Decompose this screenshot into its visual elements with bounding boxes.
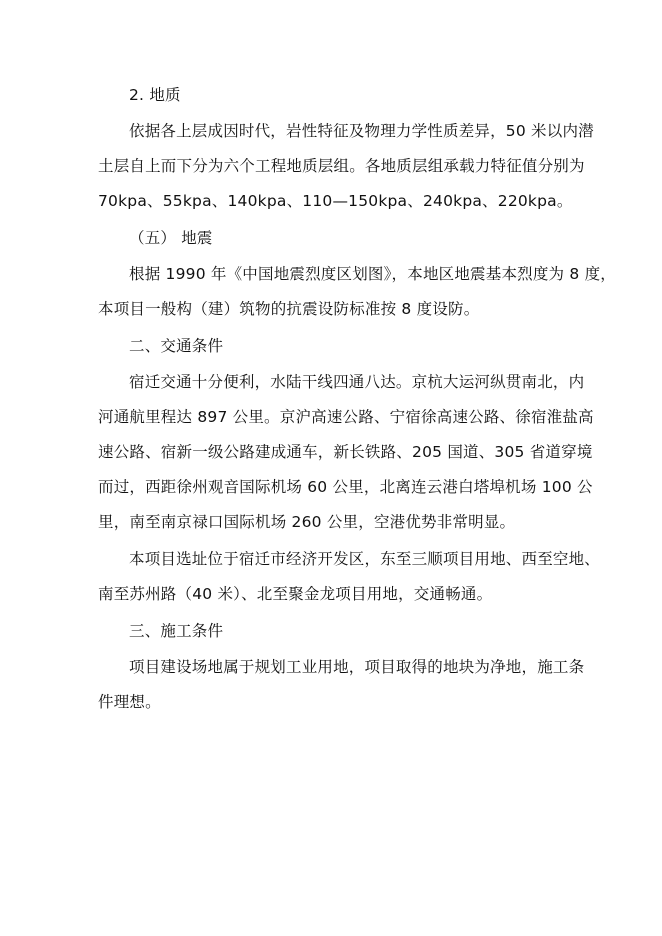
text-line: 件理想。 [98,693,161,711]
text-line: 项目建设场地属于规划工业用地，项目取得的地块为净地，施工条 [129,658,585,676]
paragraph-geology [98,120,594,212]
text-line: 而过，西距徐州观音国际机场 60 公里，北离连云港白塔埠机场 100 公 [98,478,593,496]
section-heading-construction: 三、施工条件 [129,622,224,640]
section-heading-earthquake: （五） 地震 [129,229,213,247]
paragraph-site-location [98,548,601,605]
paragraph-earthquake [98,263,616,320]
document-body [98,84,616,728]
section-heading-geology: 2. 地质 [129,86,181,104]
paragraph-construction [98,656,586,713]
text-line: 本项目选址位于宿迁市经济开发区，东至三顺项目用地、西至空地、 [129,550,601,568]
text-line: 依据各上层成因时代，岩性特征及物理力学性质差异，50 米以内潜 [129,122,594,140]
text-line: 速公路、宿新一级公路建成通车，新长铁路、205 国道、305 省道穿境 [98,443,593,461]
text-line: 南至苏州路（40 米）、北至聚金龙项目用地，交通畅通。 [98,585,493,603]
text-line: 根据 1990 年《中国地震烈度区划图》，本地区地震基本烈度为 8 度， [129,265,616,283]
text-line: 河通航里程达 897 公里。京沪高速公路、宁宿徐高速公路、徐宿淮盐高 [98,408,594,426]
section-heading-transport: 二、交通条件 [129,337,224,355]
text-line: 土层自上而下分为六个工程地质层组。各地质层组承载力特征值分别为 [98,157,585,175]
paragraph-transport [98,371,594,533]
text-line: 宿迁交通十分便利，水陆干线四通八达。京杭大运河纵贯南北，内 [129,373,585,391]
text-line: 本项目一般构（建）筑物的抗震设防标准按 8 度设防。 [98,300,480,318]
text-line: 70kpa、55kpa、140kpa、110—150kpa、240kpa、220kpa。 [98,192,573,210]
text-line: 里，南至南京禄口国际机场 260 公里，空港优势非常明显。 [98,513,516,531]
